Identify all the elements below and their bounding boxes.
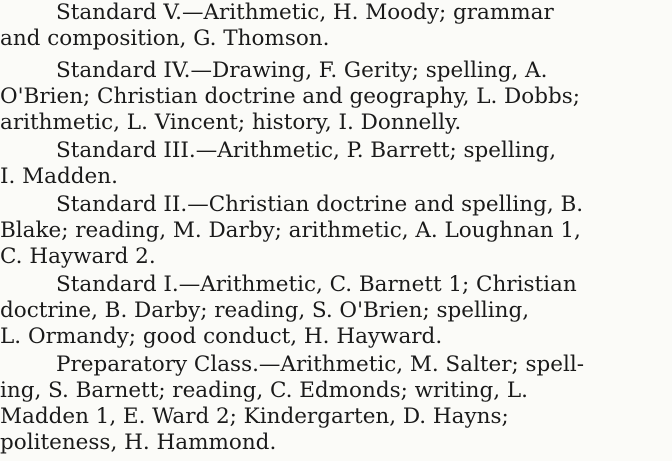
text-line: Madden 1, E. Ward 2; Kindergarten, D. Hayns;: [0, 404, 509, 429]
text-line: and composition, G. Thomson.: [0, 26, 330, 51]
text-line: politeness, H. Hammond.: [0, 430, 277, 455]
text-line: Standard I.—Arithmetic, C. Barnett 1; Christian: [56, 272, 577, 297]
text-line: Standard III.—Arithmetic, P. Barrett; spelling,: [56, 138, 557, 163]
text-line: O'Brien; Christian doctrine and geography, L. Dobbs;: [0, 84, 581, 109]
text-line: I. Madden.: [0, 164, 118, 189]
text-line: Preparatory Class.—Arithmetic, M. Salter; spell-: [56, 352, 584, 377]
text-line: Blake; reading, M. Darby; arithmetic, A. Loughnan 1,: [0, 218, 581, 243]
text-line: ing, S. Barnett; reading, C. Edmonds; writing, L.: [0, 378, 528, 403]
text-line: doctrine, B. Darby; reading, S. O'Brien; spelling,: [0, 298, 530, 323]
text-line: Standard V.—Arithmetic, H. Moody; grammar: [56, 0, 554, 25]
text-line: Standard II.—Christian doctrine and spelling, B.: [56, 192, 584, 217]
text-line: Standard IV.—Drawing, F. Gerity; spelling, A.: [56, 58, 548, 83]
text-line: C. Hayward 2.: [0, 244, 156, 269]
text-line: L. Ormandy; good conduct, H. Hayward.: [0, 324, 443, 349]
text-line: arithmetic, L. Vincent; history, I. Donnelly.: [0, 110, 462, 135]
